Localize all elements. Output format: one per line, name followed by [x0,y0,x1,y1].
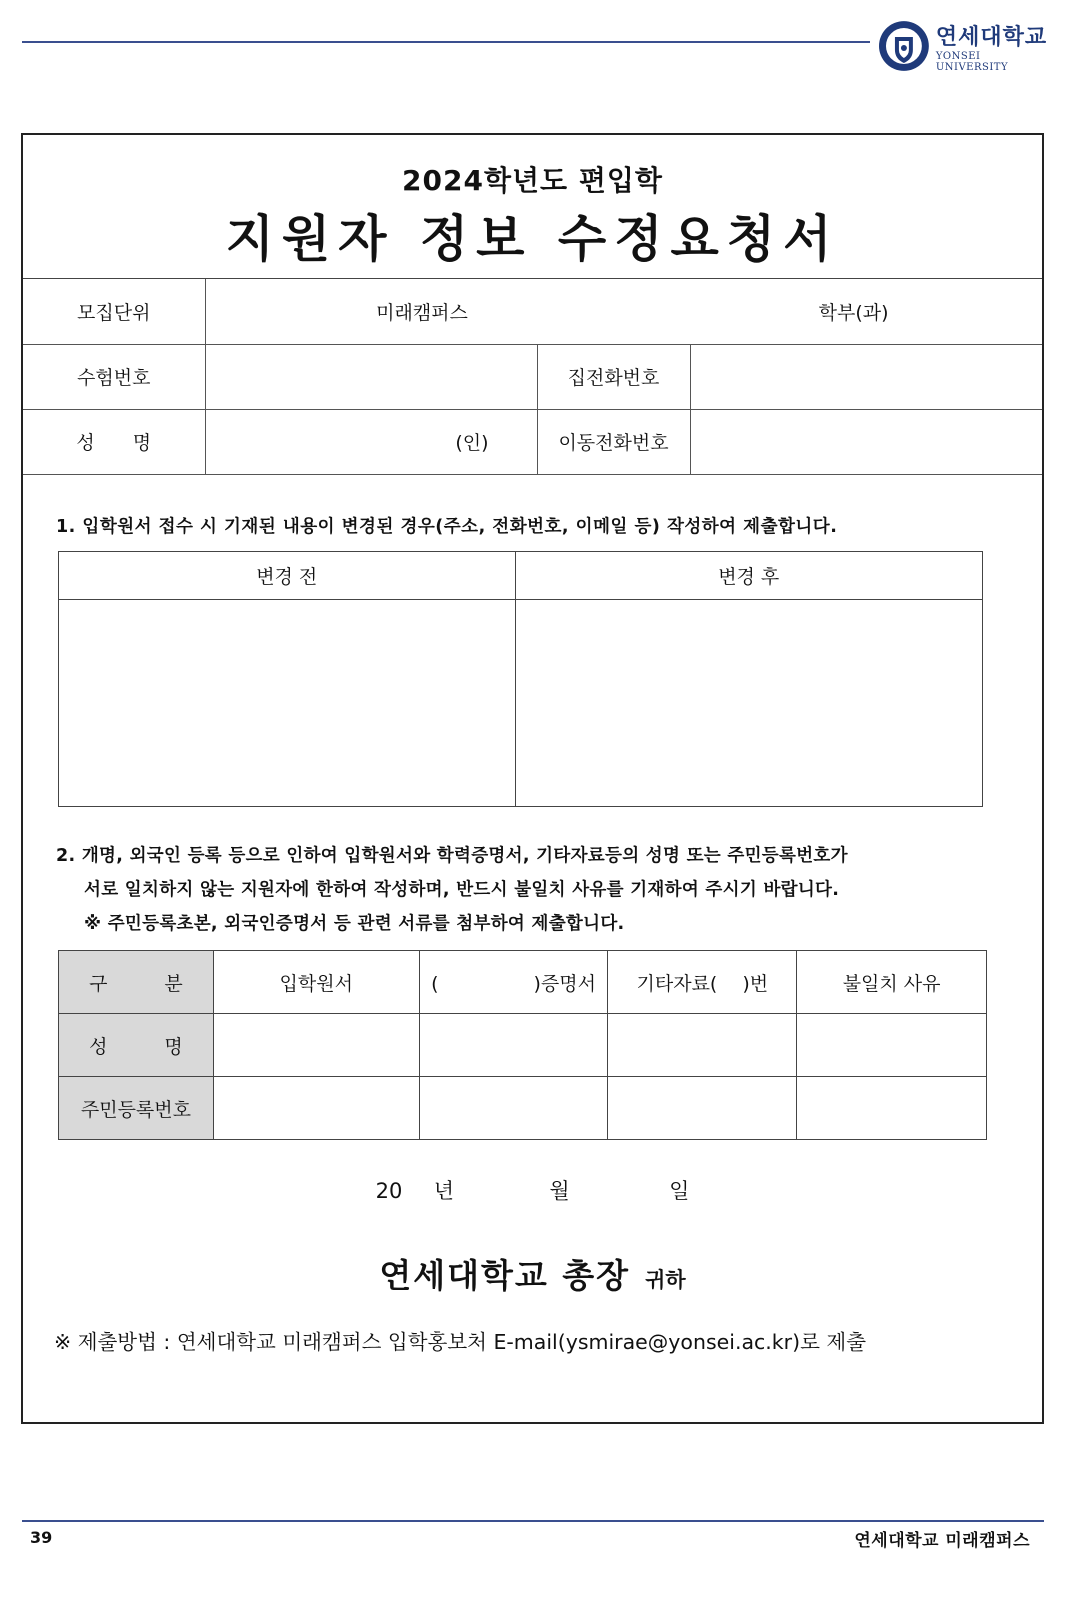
addressee [23,1250,1042,1297]
exam-row [23,344,1042,409]
page-number: 39 [30,1528,53,1547]
logo-korean-text: 연세대학교 [935,24,1048,50]
name-label: 성 명 [23,409,205,474]
unit-campus: 미래캠퍼스 [376,301,468,324]
mismatch-name-row [59,1014,987,1077]
section2-line2: 서로 일치하지 않는 지원자에 한하여 작성하며, 반드시 불일치 사유를 기재하여 주시기 바랍니다. [84,880,840,900]
application-header: 입학원서 [213,951,419,1014]
seal-mark: (인) [455,432,489,454]
month-unit: 월 [549,1179,570,1203]
unit-label: 모집단위 [23,279,205,344]
table-cell[interactable] [213,1014,419,1077]
change-table [58,551,983,807]
mismatch-id-row [59,1077,987,1140]
section2-instruction [56,839,848,941]
table-cell[interactable] [608,1014,797,1077]
footer-rule [22,1520,1044,1522]
footer-campus: 연세대학교 미래캠퍼스 [854,1531,1030,1551]
university-seal-icon [878,20,930,72]
form-subtitle: 2024학년도 편입학 [402,164,663,197]
date-line [23,1175,1042,1205]
mismatch-name-label: 성 명 [59,1014,214,1077]
unit-dept-suffix: 학부(과) [818,301,889,324]
year-unit: 년 [433,1179,455,1203]
form-frame [21,133,1044,1424]
header-rule [22,41,870,43]
applicant-info-table [23,279,1042,475]
year-prefix: 20 [375,1179,403,1203]
after-field[interactable] [515,600,983,807]
table-cell[interactable] [797,1077,987,1140]
unit-field[interactable] [205,279,1042,344]
title-area [23,135,1042,279]
mismatch-id-label: 주민등록번호 [59,1077,214,1140]
addressee-suffix: 귀하 [645,1268,686,1292]
table-cell[interactable] [213,1077,419,1140]
day-unit: 일 [669,1179,690,1203]
table-cell[interactable] [797,1014,987,1077]
section1-instruction: 1. 입학원서 접수 시 기재된 내용이 변경된 경우(주소, 전화번호, 이메일 등) 작성하여 제출합니다. [56,517,838,537]
other-docs-header: 기타자료( )번 [608,951,797,1014]
section2-line3: ※ 주민등록초본, 외국인증명서 등 관련 서류를 첨부하여 제출합니다. [84,914,625,934]
university-logo [878,18,1056,74]
name-field[interactable] [205,409,537,474]
mismatch-reason-header: 불일치 사유 [797,951,987,1014]
home-phone-field[interactable] [690,344,1042,409]
after-header: 변경 후 [515,552,983,600]
addressee-main: 연세대학교 총장 [379,1256,630,1295]
form-title: 지원자 정보 수정요청서 [225,210,840,268]
submission-method: ※ 제출방법 : 연세대학교 미래캠퍼스 입학홍보처 E-mail(ysmirae@yonsei.ac.kr)로 제출 [54,1330,867,1354]
mobile-phone-label: 이동전화번호 [537,409,690,474]
table-cell[interactable] [419,1014,608,1077]
before-header: 변경 전 [59,552,516,600]
table-cell[interactable] [608,1077,797,1140]
mobile-phone-field[interactable] [690,409,1042,474]
category-header: 구 분 [59,951,214,1014]
exam-number-field[interactable] [205,344,537,409]
certificate-header: ( )증명서 [419,951,608,1014]
before-field[interactable] [59,600,516,807]
table-cell[interactable] [419,1077,608,1140]
section2-line1: 2. 개명, 외국인 등록 등으로 인하여 입학원서와 학력증명서, 기타자료등의 성명 또는 주민등록번호가 [56,846,848,866]
mismatch-table [58,950,987,1140]
logo-english-text: YONSEI UNIVERSITY [935,50,1009,73]
home-phone-label: 집전화번호 [537,344,690,409]
unit-row [23,279,1042,344]
exam-number-label: 수험번호 [23,344,205,409]
name-row [23,409,1042,474]
mismatch-header-row [59,951,987,1014]
